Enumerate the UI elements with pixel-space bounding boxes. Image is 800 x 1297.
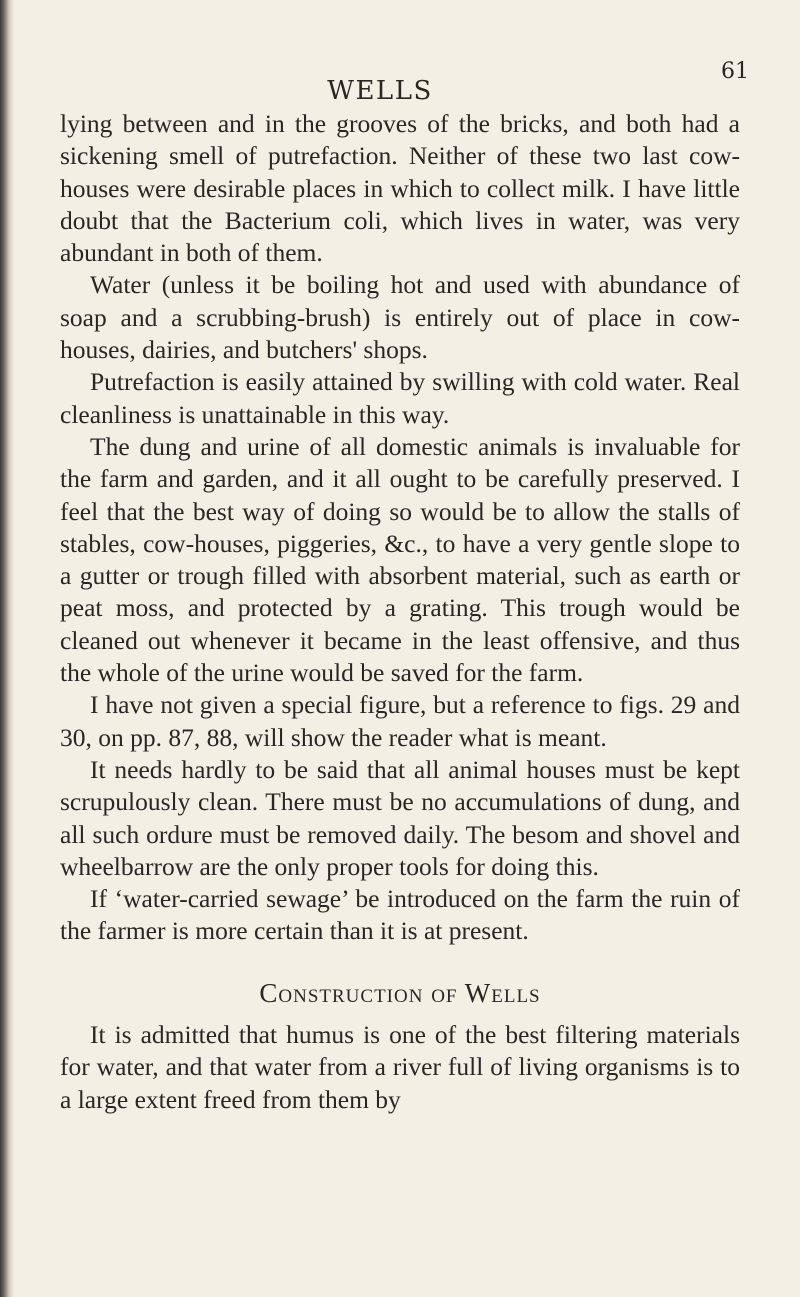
paragraph: Putrefaction is easily attained by swilling with cold water. Real cleanliness is unattainable in this way. — [60, 367, 740, 429]
paragraph: lying between and in the grooves of the bricks, and both had a sickening smell of putrefaction. Neither of these two last cow-houses were desirable places in which to collect milk. I have little doubt that the Bacterium coli, which lives in water, was very abundant in both of them. — [60, 109, 740, 268]
running-head: WELLS — [327, 76, 433, 106]
paragraph: It needs hardly to be said that all animal houses must be kept scrupulously clean. There must be no accumulations of dung, and all such ordure must be removed daily. The besom and shovel and wheelbarrow are the only proper tools for doing this. — [60, 754, 740, 881]
paragraph: It is admitted that humus is one of the best filtering materials for water, and that water from a river full of living organisms is to a large extent freed from them by — [60, 1020, 740, 1114]
paragraph: I have not given a special figure, but a reference to figs. 29 and 30, on pp. 87, 88, will show the reader what is meant. — [60, 690, 740, 752]
paragraph: If ‘water-carried sewage’ be introduced on the farm the ruin of the farmer is more certain than it is at present. — [60, 884, 740, 946]
paragraph: The dung and urine of all domestic animals is invaluable for the farm and garden, and it all ought to be carefully preserved. I feel that the best way of doing so would be to allow the stalls of stables, cow-houses, piggeries, &c., to have a very gentle slope to a gutter or trough filled with absorbent material, such as earth or peat moss, and protected by a grating. This trough would be cleaned out whenever it became in the least offensive, and thus the whole of the urine would be saved for the farm. — [60, 431, 740, 688]
page-number: 61 — [721, 59, 749, 84]
paragraph: Water (unless it be boiling hot and used with abundance of soap and a scrubbing-brush) is entirely out of place in cow-houses, dairies, and butchers' shops. — [60, 270, 740, 365]
section-heading: Construction of Wells — [259, 977, 541, 1008]
body-text — [60, 108, 740, 1116]
